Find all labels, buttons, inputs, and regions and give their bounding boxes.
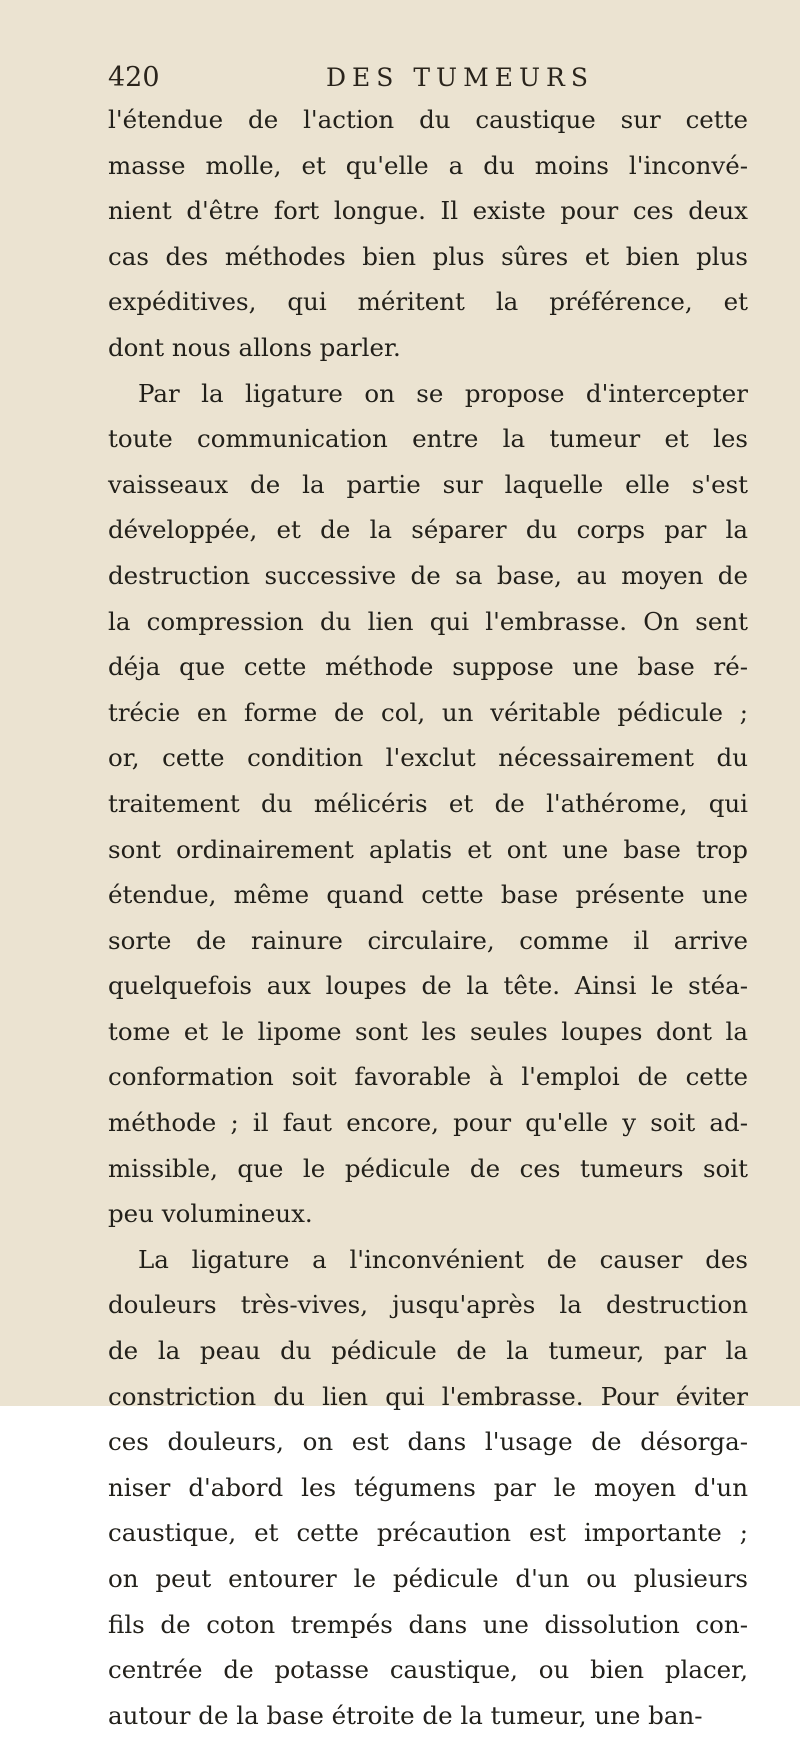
text-line: niser d'abord les tégumens par le moyen d'un [108, 1472, 748, 1502]
text-line: la compression du lien qui l'embrasse. On sent [108, 606, 748, 636]
paragraph [108, 97, 748, 371]
text-line: déja que cette méthode suppose une base ré- [108, 652, 748, 682]
page-number: 420 [108, 62, 160, 93]
text-line: tome et le lipome sont les seules loupes dont la [108, 1016, 748, 1046]
body-text [108, 97, 748, 1738]
page-header [108, 60, 728, 96]
text-line: l'étendue de l'action du caustique sur cette [108, 105, 748, 134]
text-line: développée, et de la séparer du corps par la [108, 515, 748, 545]
text-line: autour de la base étroite de la tumeur, une ban- [108, 1700, 703, 1730]
text-line: étendue, même quand cette base présente une [108, 880, 748, 910]
text-line: toute communication entre la tumeur et les [108, 424, 748, 454]
text-line: quelquefois aux loupes de la tête. Ainsi le stéa- [108, 971, 748, 1001]
running-head: DES TUMEURS [326, 63, 594, 92]
text-line: fils de coton trempés dans une dissolution con- [108, 1609, 748, 1639]
text-line: or, cette condition l'exclut nécessairement du [108, 743, 748, 773]
text-line: constriction du lien qui l'embrasse. Pour éviter [108, 1381, 748, 1411]
text-line: méthode ; il faut encore, pour qu'elle y soit ad- [108, 1108, 748, 1138]
text-line: nient d'être fort longue. Il existe pour ces deux [108, 196, 748, 226]
text-line: caustique, et cette précaution est importante ; [108, 1518, 748, 1548]
text-line: trécie en forme de col, un véritable pédicule ; [108, 697, 748, 727]
paragraph [108, 1237, 748, 1738]
text-line: cas des méthodes bien plus sûres et bien plus [108, 241, 748, 271]
paragraph [108, 371, 748, 1237]
text-line: sorte de rainure circulaire, comme il arrive [108, 925, 748, 955]
text-line: expéditives, qui méritent la préférence, et [108, 287, 748, 317]
text-line: peu volumineux. [108, 1199, 313, 1229]
text-line: on peut entourer le pédicule d'un ou plusieurs [108, 1564, 748, 1593]
text-line: douleurs très-vives, jusqu'après la destruction [108, 1290, 748, 1320]
text-line: traitement du mélicéris et de l'athérome, qui [108, 788, 748, 818]
text-line: sont ordinairement aplatis et ont une base trop [108, 834, 748, 864]
text-line: dont nous allons parler. [108, 332, 401, 362]
text-line: de la peau du pédicule de la tumeur, par la [108, 1336, 748, 1366]
text-line: La ligature a l'inconvénient de causer des [138, 1244, 748, 1274]
text-line: centrée de potasse caustique, ou bien placer, [108, 1655, 748, 1685]
text-line: missible, que le pédicule de ces tumeurs soit [108, 1153, 748, 1183]
text-line: masse molle, et qu'elle a du moins l'inconvé- [108, 150, 748, 180]
text-line: conformation soit favorable à l'emploi de cette [108, 1062, 748, 1092]
text-line: Par la ligature on se propose d'intercepter [138, 378, 748, 408]
text-line: ces douleurs, on est dans l'usage de désorga- [108, 1427, 748, 1457]
text-line: destruction successive de sa base, au moyen de [108, 560, 748, 590]
text-line: vaisseaux de la partie sur laquelle elle s'est [108, 469, 748, 499]
